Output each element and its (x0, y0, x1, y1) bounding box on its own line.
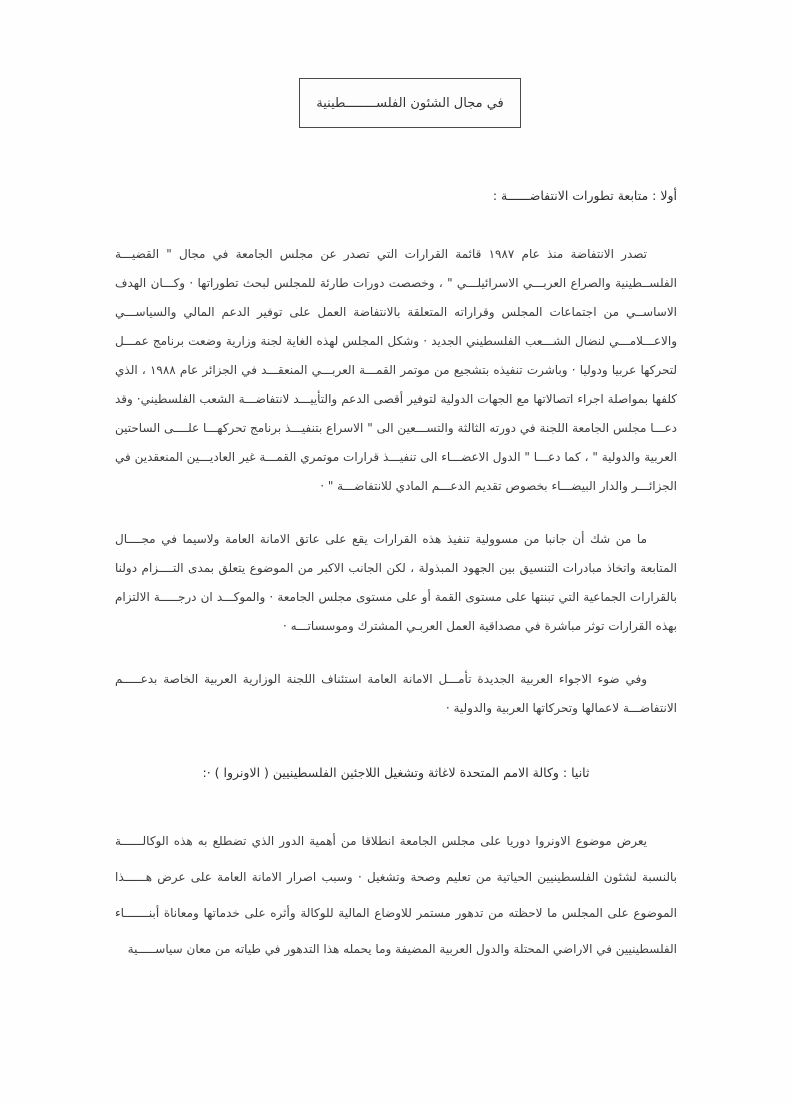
document-title-box (299, 78, 521, 128)
section-heading-second: ثانيا : وكالة الامم المتحدة لاغاثة وتشغيل اللاجئين الفلسطينيين ( الاونروا ) ·: (202, 765, 590, 780)
paragraph: وفي ضوء الاجواء العربية الجديدة تأمـــل الامانة العامة استئناف اللجنة الوزارية العربية الخاصة بدعـــــم الانتفاضـــة لاعمالها وتحركاتها العربية والدولية · (115, 672, 677, 715)
paragraph: يعرض موضوع الاونروا دوريا على مجلس الجامعة انطلاقا من أهمية الدور الذي تضطلع به هذه الوكالــــــة بالنسبة لشئون الفلسطينيين الحياتية من تعليم وصحة وتشغيل · وسبب اصرار الامانة العامة على عرض هــــــذا الموضوع على المجلس ما لاحظته من تدهور مستمر للاوضاع المالية للوكالة وأثره على خدماتها ومعاناة أبنـــــــاء الفلسطينيين في الاراضي المحتلة والدول العربية المضيفة وما يحمله هذا التدهور في طياته من معان سياســـــية (115, 834, 677, 956)
section-heading-first: أولا : متابعة تطورات الانتفاضــــــة : (492, 188, 677, 203)
paragraph: ما من شك أن جانبا من مسوولية تنفيذ هذه القرارات يقع على عاتق الامانة العامة ولاسيما في مجــــال المتابعة واتخاذ مبادرات التنسيق بين الجهود المبذولة ، لكن الجانب الاكبر من الموضوع يتعلق بمدى التــــزام دولنا بالقرارات الجماعية التي تبنتها على مستوى القمة أو على مستوى مجلس الجامعة · والموكـــد ان درجـــــة الالتزام بهذه القرارات توثر مباشرة في مصداقية العمل العربـي المشترك وموسساتـــه · (115, 532, 677, 633)
document-title: في مجال الشئون الفلســــــــطينية (316, 95, 504, 111)
document-body (115, 186, 677, 967)
paragraph: تصدر الانتفاضة منذ عام ١٩٨٧ قائمة القرارات التي تصدر عن مجلس الجامعة في مجال " القضيـــة الفلســطينية والصراع العربـــي الاسرائيلـــي " ، وخصصت دورات طارئة للمجلس لبحث تطوراتها · وكـــان الهدف الاساســي من اجتماعات المجلس وقراراته المتعلقة بالانتفاضة العمل على توفير الدعم المالي والسياســـي والاعـــلامـــي لنضال الشـــعب الفلسطيني الجديد · وشكل المجلس لهذه الغاية لجنة وزارية وضعت برنامج عمـــل لتحركها عربيا ودوليا · وباشرت تنفيذه بتشجيع من موتمر القمـــة العربـــي المنعقـــد في الجزائر عام ١٩٨٨ ، الذي كلفها بمواصلة اجراء اتصالاتها مع الجهات الدولية لتوفير أقصى الدعم والتأييـــد لانتفاضـــة الشعب الفلسطيني· وقد دعـــا مجلس الجامعة اللجنة في دورته الثالثة والتســـعين الى " الاسراع بتنفيـــذ برنامج تحركهـــا علــــى الساحتين العربية والدولية " ، كما دعـــا " الدول الاعضـــاء الى تنفيـــذ قرارات موتمري القمـــة غير العاديـــين المنعقدين في الجزائـــر والدار البيضـــاء بخصوص تقديم الدعـــم المادي للانتفاضـــة " · (115, 247, 677, 493)
